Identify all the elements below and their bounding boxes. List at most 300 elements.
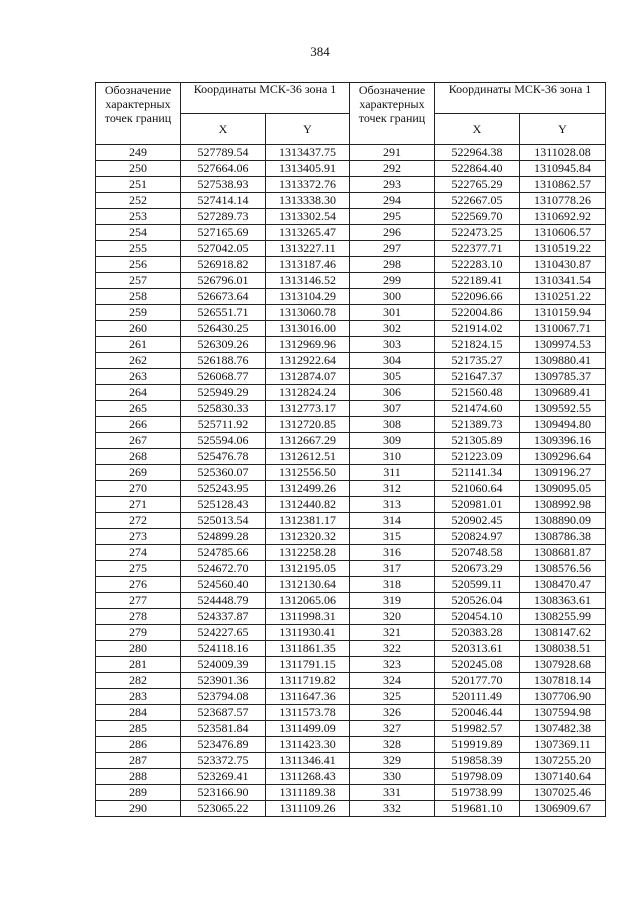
left-point-cell: 255 <box>96 241 181 257</box>
left-point-cell: 261 <box>96 337 181 353</box>
table-row <box>96 145 606 161</box>
right-y-cell: 1307255.20 <box>520 753 606 769</box>
right-point-cell: 327 <box>350 721 435 737</box>
left-x-cell: 525594.06 <box>181 433 266 449</box>
right-point-cell: 303 <box>350 337 435 353</box>
left-x-cell: 526673.64 <box>181 289 266 305</box>
left-x-cell: 526918.82 <box>181 257 266 273</box>
right-y-cell: 1309974.53 <box>520 337 606 353</box>
right-y-cell: 1309494.80 <box>520 417 606 433</box>
right-point-cell: 320 <box>350 609 435 625</box>
left-point-cell: 265 <box>96 401 181 417</box>
right-x-cell: 520111.49 <box>435 689 520 705</box>
left-x-cell: 524672.70 <box>181 561 266 577</box>
right-x-cell: 520748.58 <box>435 545 520 561</box>
table-row <box>96 241 606 257</box>
left-x-cell: 523166.90 <box>181 785 266 801</box>
left-point-cell: 267 <box>96 433 181 449</box>
table-row <box>96 401 606 417</box>
table-row <box>96 209 606 225</box>
right-point-cell: 328 <box>350 737 435 753</box>
left-point-cell: 249 <box>96 145 181 161</box>
right-y-cell: 1309592.55 <box>520 401 606 417</box>
right-y-cell: 1310430.87 <box>520 257 606 273</box>
left-y-cell: 1312667.29 <box>266 433 350 449</box>
table-row <box>96 529 606 545</box>
right-x-cell: 520673.29 <box>435 561 520 577</box>
left-point-cell: 251 <box>96 177 181 193</box>
right-y-cell: 1309785.37 <box>520 369 606 385</box>
table-row <box>96 305 606 321</box>
left-x-cell: 525128.43 <box>181 497 266 513</box>
left-x-cell: 523372.75 <box>181 753 266 769</box>
table-row <box>96 417 606 433</box>
right-y-cell: 1311028.08 <box>520 145 606 161</box>
table-row <box>96 753 606 769</box>
left-x-cell: 524337.87 <box>181 609 266 625</box>
right-x-cell: 522667.05 <box>435 193 520 209</box>
right-y-cell: 1308470.47 <box>520 577 606 593</box>
right-y-cell: 1310519.22 <box>520 241 606 257</box>
left-x-cell: 525830.33 <box>181 401 266 417</box>
header-designation-left: Обозначение характерных точек границ <box>96 83 181 145</box>
table-row <box>96 225 606 241</box>
right-y-cell: 1310692.92 <box>520 209 606 225</box>
left-y-cell: 1313265.47 <box>266 225 350 241</box>
right-y-cell: 1309689.41 <box>520 385 606 401</box>
right-x-cell: 521474.60 <box>435 401 520 417</box>
left-y-cell: 1312824.24 <box>266 385 350 401</box>
right-point-cell: 304 <box>350 353 435 369</box>
left-y-cell: 1312874.07 <box>266 369 350 385</box>
right-point-cell: 296 <box>350 225 435 241</box>
left-y-cell: 1313338.30 <box>266 193 350 209</box>
table-row <box>96 561 606 577</box>
table-row <box>96 369 606 385</box>
right-point-cell: 300 <box>350 289 435 305</box>
left-x-cell: 523269.41 <box>181 769 266 785</box>
left-point-cell: 285 <box>96 721 181 737</box>
right-point-cell: 295 <box>350 209 435 225</box>
table-row <box>96 465 606 481</box>
right-y-cell: 1307594.98 <box>520 705 606 721</box>
right-y-cell: 1308038.51 <box>520 641 606 657</box>
left-point-cell: 266 <box>96 417 181 433</box>
right-x-cell: 520177.70 <box>435 673 520 689</box>
right-y-cell: 1308681.87 <box>520 545 606 561</box>
left-y-cell: 1313104.29 <box>266 289 350 305</box>
left-point-cell: 286 <box>96 737 181 753</box>
left-y-cell: 1311719.82 <box>266 673 350 689</box>
right-point-cell: 316 <box>350 545 435 561</box>
left-x-cell: 524009.39 <box>181 657 266 673</box>
left-point-cell: 273 <box>96 529 181 545</box>
left-x-cell: 526309.26 <box>181 337 266 353</box>
left-y-cell: 1312499.26 <box>266 481 350 497</box>
right-y-cell: 1306909.67 <box>520 801 606 817</box>
table-row <box>96 353 606 369</box>
left-point-cell: 262 <box>96 353 181 369</box>
left-point-cell: 277 <box>96 593 181 609</box>
table-row <box>96 545 606 561</box>
right-point-cell: 311 <box>350 465 435 481</box>
left-point-cell: 269 <box>96 465 181 481</box>
right-x-cell: 521060.64 <box>435 481 520 497</box>
right-point-cell: 325 <box>350 689 435 705</box>
left-point-cell: 289 <box>96 785 181 801</box>
right-y-cell: 1307369.11 <box>520 737 606 753</box>
table-row <box>96 385 606 401</box>
right-x-cell: 521141.34 <box>435 465 520 481</box>
left-y-cell: 1312720.85 <box>266 417 350 433</box>
table-row <box>96 689 606 705</box>
table-row <box>96 481 606 497</box>
left-y-cell: 1311647.36 <box>266 689 350 705</box>
header-row <box>96 83 606 114</box>
left-point-cell: 250 <box>96 161 181 177</box>
right-point-cell: 321 <box>350 625 435 641</box>
left-point-cell: 282 <box>96 673 181 689</box>
table-row <box>96 657 606 673</box>
left-point-cell: 274 <box>96 545 181 561</box>
left-x-cell: 527165.69 <box>181 225 266 241</box>
left-y-cell: 1311573.78 <box>266 705 350 721</box>
header-coordinates-left: Координаты МСК-36 зона 1 <box>181 83 350 114</box>
right-y-cell: 1308890.09 <box>520 513 606 529</box>
left-y-cell: 1312922.64 <box>266 353 350 369</box>
right-x-cell: 521389.73 <box>435 417 520 433</box>
left-point-cell: 263 <box>96 369 181 385</box>
left-x-cell: 527789.54 <box>181 145 266 161</box>
right-x-cell: 521735.27 <box>435 353 520 369</box>
left-point-cell: 260 <box>96 321 181 337</box>
right-x-cell: 520902.45 <box>435 513 520 529</box>
left-y-cell: 1311791.15 <box>266 657 350 673</box>
left-y-cell: 1312320.32 <box>266 529 350 545</box>
right-x-cell: 522096.66 <box>435 289 520 305</box>
right-point-cell: 324 <box>350 673 435 689</box>
left-y-cell: 1312065.06 <box>266 593 350 609</box>
right-x-cell: 521647.37 <box>435 369 520 385</box>
header-x-right: X <box>435 114 520 145</box>
right-point-cell: 294 <box>350 193 435 209</box>
left-point-cell: 252 <box>96 193 181 209</box>
header-y-right: Y <box>520 114 606 145</box>
right-y-cell: 1308992.98 <box>520 497 606 513</box>
left-y-cell: 1313060.78 <box>266 305 350 321</box>
left-y-cell: 1313405.91 <box>266 161 350 177</box>
right-point-cell: 306 <box>350 385 435 401</box>
table-row <box>96 513 606 529</box>
right-point-cell: 322 <box>350 641 435 657</box>
left-y-cell: 1312773.17 <box>266 401 350 417</box>
left-x-cell: 523901.36 <box>181 673 266 689</box>
right-x-cell: 519738.99 <box>435 785 520 801</box>
right-point-cell: 317 <box>350 561 435 577</box>
right-point-cell: 308 <box>350 417 435 433</box>
page-number: 384 <box>310 44 330 59</box>
left-point-cell: 288 <box>96 769 181 785</box>
table-row <box>96 337 606 353</box>
right-y-cell: 1309296.64 <box>520 449 606 465</box>
left-x-cell: 525360.07 <box>181 465 266 481</box>
header-y-left: Y <box>266 114 350 145</box>
left-point-cell: 254 <box>96 225 181 241</box>
left-point-cell: 253 <box>96 209 181 225</box>
left-x-cell: 526430.25 <box>181 321 266 337</box>
left-x-cell: 527664.06 <box>181 161 266 177</box>
right-x-cell: 519681.10 <box>435 801 520 817</box>
right-y-cell: 1310251.22 <box>520 289 606 305</box>
left-y-cell: 1311346.41 <box>266 753 350 769</box>
table-row <box>96 193 606 209</box>
right-point-cell: 310 <box>350 449 435 465</box>
right-point-cell: 312 <box>350 481 435 497</box>
left-x-cell: 523687.57 <box>181 705 266 721</box>
left-point-cell: 257 <box>96 273 181 289</box>
table-row <box>96 161 606 177</box>
left-x-cell: 526188.76 <box>181 353 266 369</box>
right-point-cell: 297 <box>350 241 435 257</box>
left-y-cell: 1313227.11 <box>266 241 350 257</box>
left-y-cell: 1311423.30 <box>266 737 350 753</box>
left-y-cell: 1313437.75 <box>266 145 350 161</box>
left-point-cell: 268 <box>96 449 181 465</box>
table-row <box>96 673 606 689</box>
left-point-cell: 259 <box>96 305 181 321</box>
right-point-cell: 313 <box>350 497 435 513</box>
left-point-cell: 287 <box>96 753 181 769</box>
left-y-cell: 1311930.41 <box>266 625 350 641</box>
right-point-cell: 323 <box>350 657 435 673</box>
right-y-cell: 1309196.27 <box>520 465 606 481</box>
table-row <box>96 801 606 817</box>
right-y-cell: 1307818.14 <box>520 673 606 689</box>
right-x-cell: 519982.57 <box>435 721 520 737</box>
right-x-cell: 521305.89 <box>435 433 520 449</box>
right-x-cell: 520046.44 <box>435 705 520 721</box>
right-x-cell: 521560.48 <box>435 385 520 401</box>
header-x-left: X <box>181 114 266 145</box>
table-row <box>96 785 606 801</box>
left-x-cell: 526551.71 <box>181 305 266 321</box>
right-y-cell: 1308147.62 <box>520 625 606 641</box>
left-point-cell: 284 <box>96 705 181 721</box>
right-y-cell: 1310606.57 <box>520 225 606 241</box>
left-x-cell: 527042.05 <box>181 241 266 257</box>
right-point-cell: 318 <box>350 577 435 593</box>
table-row <box>96 705 606 721</box>
right-x-cell: 521914.02 <box>435 321 520 337</box>
right-point-cell: 291 <box>350 145 435 161</box>
right-x-cell: 520599.11 <box>435 577 520 593</box>
header-coordinates-right: Координаты МСК-36 зона 1 <box>435 83 606 114</box>
right-y-cell: 1308255.99 <box>520 609 606 625</box>
right-y-cell: 1307928.68 <box>520 657 606 673</box>
left-x-cell: 525243.95 <box>181 481 266 497</box>
right-y-cell: 1309095.05 <box>520 481 606 497</box>
right-x-cell: 519919.89 <box>435 737 520 753</box>
left-x-cell: 525476.78 <box>181 449 266 465</box>
right-x-cell: 522569.70 <box>435 209 520 225</box>
right-point-cell: 301 <box>350 305 435 321</box>
right-y-cell: 1307025.46 <box>520 785 606 801</box>
left-x-cell: 526796.01 <box>181 273 266 289</box>
left-y-cell: 1313146.52 <box>266 273 350 289</box>
table-row <box>96 177 606 193</box>
right-x-cell: 522189.41 <box>435 273 520 289</box>
left-point-cell: 270 <box>96 481 181 497</box>
right-point-cell: 326 <box>350 705 435 721</box>
left-y-cell: 1312440.82 <box>266 497 350 513</box>
left-y-cell: 1312612.51 <box>266 449 350 465</box>
table-row <box>96 321 606 337</box>
right-x-cell: 521223.09 <box>435 449 520 465</box>
coordinates-table <box>95 82 606 817</box>
table-row <box>96 257 606 273</box>
right-point-cell: 314 <box>350 513 435 529</box>
right-y-cell: 1308786.38 <box>520 529 606 545</box>
right-x-cell: 519858.39 <box>435 753 520 769</box>
right-point-cell: 299 <box>350 273 435 289</box>
right-x-cell: 520824.97 <box>435 529 520 545</box>
right-y-cell: 1307140.64 <box>520 769 606 785</box>
left-x-cell: 523065.22 <box>181 801 266 817</box>
right-x-cell: 522964.38 <box>435 145 520 161</box>
left-y-cell: 1313302.54 <box>266 209 350 225</box>
table-row <box>96 433 606 449</box>
left-point-cell: 276 <box>96 577 181 593</box>
left-x-cell: 523476.89 <box>181 737 266 753</box>
left-point-cell: 279 <box>96 625 181 641</box>
left-x-cell: 527538.93 <box>181 177 266 193</box>
left-y-cell: 1311109.26 <box>266 801 350 817</box>
left-y-cell: 1311268.43 <box>266 769 350 785</box>
left-x-cell: 524785.66 <box>181 545 266 561</box>
right-x-cell: 522473.25 <box>435 225 520 241</box>
table-row <box>96 609 606 625</box>
right-x-cell: 520981.01 <box>435 497 520 513</box>
table-row <box>96 737 606 753</box>
left-y-cell: 1312556.50 <box>266 465 350 481</box>
right-point-cell: 330 <box>350 769 435 785</box>
left-x-cell: 524899.28 <box>181 529 266 545</box>
right-point-cell: 302 <box>350 321 435 337</box>
right-point-cell: 309 <box>350 433 435 449</box>
left-x-cell: 525949.29 <box>181 385 266 401</box>
left-y-cell: 1311861.35 <box>266 641 350 657</box>
table-row <box>96 641 606 657</box>
left-point-cell: 283 <box>96 689 181 705</box>
left-x-cell: 524448.79 <box>181 593 266 609</box>
left-y-cell: 1312195.05 <box>266 561 350 577</box>
right-point-cell: 293 <box>350 177 435 193</box>
left-point-cell: 290 <box>96 801 181 817</box>
left-x-cell: 527289.73 <box>181 209 266 225</box>
right-x-cell: 520383.28 <box>435 625 520 641</box>
right-point-cell: 305 <box>350 369 435 385</box>
right-y-cell: 1310862.57 <box>520 177 606 193</box>
left-x-cell: 524118.16 <box>181 641 266 657</box>
left-y-cell: 1313016.00 <box>266 321 350 337</box>
table-row <box>96 577 606 593</box>
left-x-cell: 527414.14 <box>181 193 266 209</box>
right-point-cell: 292 <box>350 161 435 177</box>
header-designation-right: Обозначение характерных точек границ <box>350 83 435 145</box>
left-x-cell: 523794.08 <box>181 689 266 705</box>
left-x-cell: 525013.54 <box>181 513 266 529</box>
left-point-cell: 272 <box>96 513 181 529</box>
right-y-cell: 1308576.56 <box>520 561 606 577</box>
right-y-cell: 1310778.26 <box>520 193 606 209</box>
right-x-cell: 522377.71 <box>435 241 520 257</box>
left-point-cell: 278 <box>96 609 181 625</box>
right-y-cell: 1307706.90 <box>520 689 606 705</box>
left-x-cell: 524560.40 <box>181 577 266 593</box>
right-x-cell: 520245.08 <box>435 657 520 673</box>
table-row <box>96 721 606 737</box>
left-point-cell: 271 <box>96 497 181 513</box>
table-row <box>96 273 606 289</box>
right-x-cell: 520454.10 <box>435 609 520 625</box>
right-point-cell: 319 <box>350 593 435 609</box>
right-x-cell: 519798.09 <box>435 769 520 785</box>
left-y-cell: 1311189.38 <box>266 785 350 801</box>
table-row <box>96 769 606 785</box>
left-point-cell: 256 <box>96 257 181 273</box>
right-x-cell: 521824.15 <box>435 337 520 353</box>
right-point-cell: 298 <box>350 257 435 273</box>
left-point-cell: 280 <box>96 641 181 657</box>
right-x-cell: 520313.61 <box>435 641 520 657</box>
table-row <box>96 289 606 305</box>
left-x-cell: 526068.77 <box>181 369 266 385</box>
left-y-cell: 1313187.46 <box>266 257 350 273</box>
right-x-cell: 522283.10 <box>435 257 520 273</box>
right-point-cell: 332 <box>350 801 435 817</box>
left-x-cell: 525711.92 <box>181 417 266 433</box>
right-y-cell: 1310341.54 <box>520 273 606 289</box>
table-row <box>96 593 606 609</box>
right-point-cell: 331 <box>350 785 435 801</box>
left-y-cell: 1311499.09 <box>266 721 350 737</box>
right-point-cell: 329 <box>350 753 435 769</box>
right-point-cell: 307 <box>350 401 435 417</box>
left-point-cell: 275 <box>96 561 181 577</box>
left-y-cell: 1313372.76 <box>266 177 350 193</box>
right-y-cell: 1310067.71 <box>520 321 606 337</box>
left-y-cell: 1312969.96 <box>266 337 350 353</box>
right-y-cell: 1310945.84 <box>520 161 606 177</box>
right-x-cell: 522004.86 <box>435 305 520 321</box>
right-x-cell: 520526.04 <box>435 593 520 609</box>
table-row <box>96 497 606 513</box>
right-y-cell: 1308363.61 <box>520 593 606 609</box>
left-x-cell: 524227.65 <box>181 625 266 641</box>
left-point-cell: 264 <box>96 385 181 401</box>
left-y-cell: 1311998.31 <box>266 609 350 625</box>
right-y-cell: 1309880.41 <box>520 353 606 369</box>
left-y-cell: 1312130.64 <box>266 577 350 593</box>
left-y-cell: 1312381.17 <box>266 513 350 529</box>
right-x-cell: 522765.29 <box>435 177 520 193</box>
left-point-cell: 258 <box>96 289 181 305</box>
right-y-cell: 1309396.16 <box>520 433 606 449</box>
right-y-cell: 1310159.94 <box>520 305 606 321</box>
table-row <box>96 449 606 465</box>
left-x-cell: 523581.84 <box>181 721 266 737</box>
left-point-cell: 281 <box>96 657 181 673</box>
